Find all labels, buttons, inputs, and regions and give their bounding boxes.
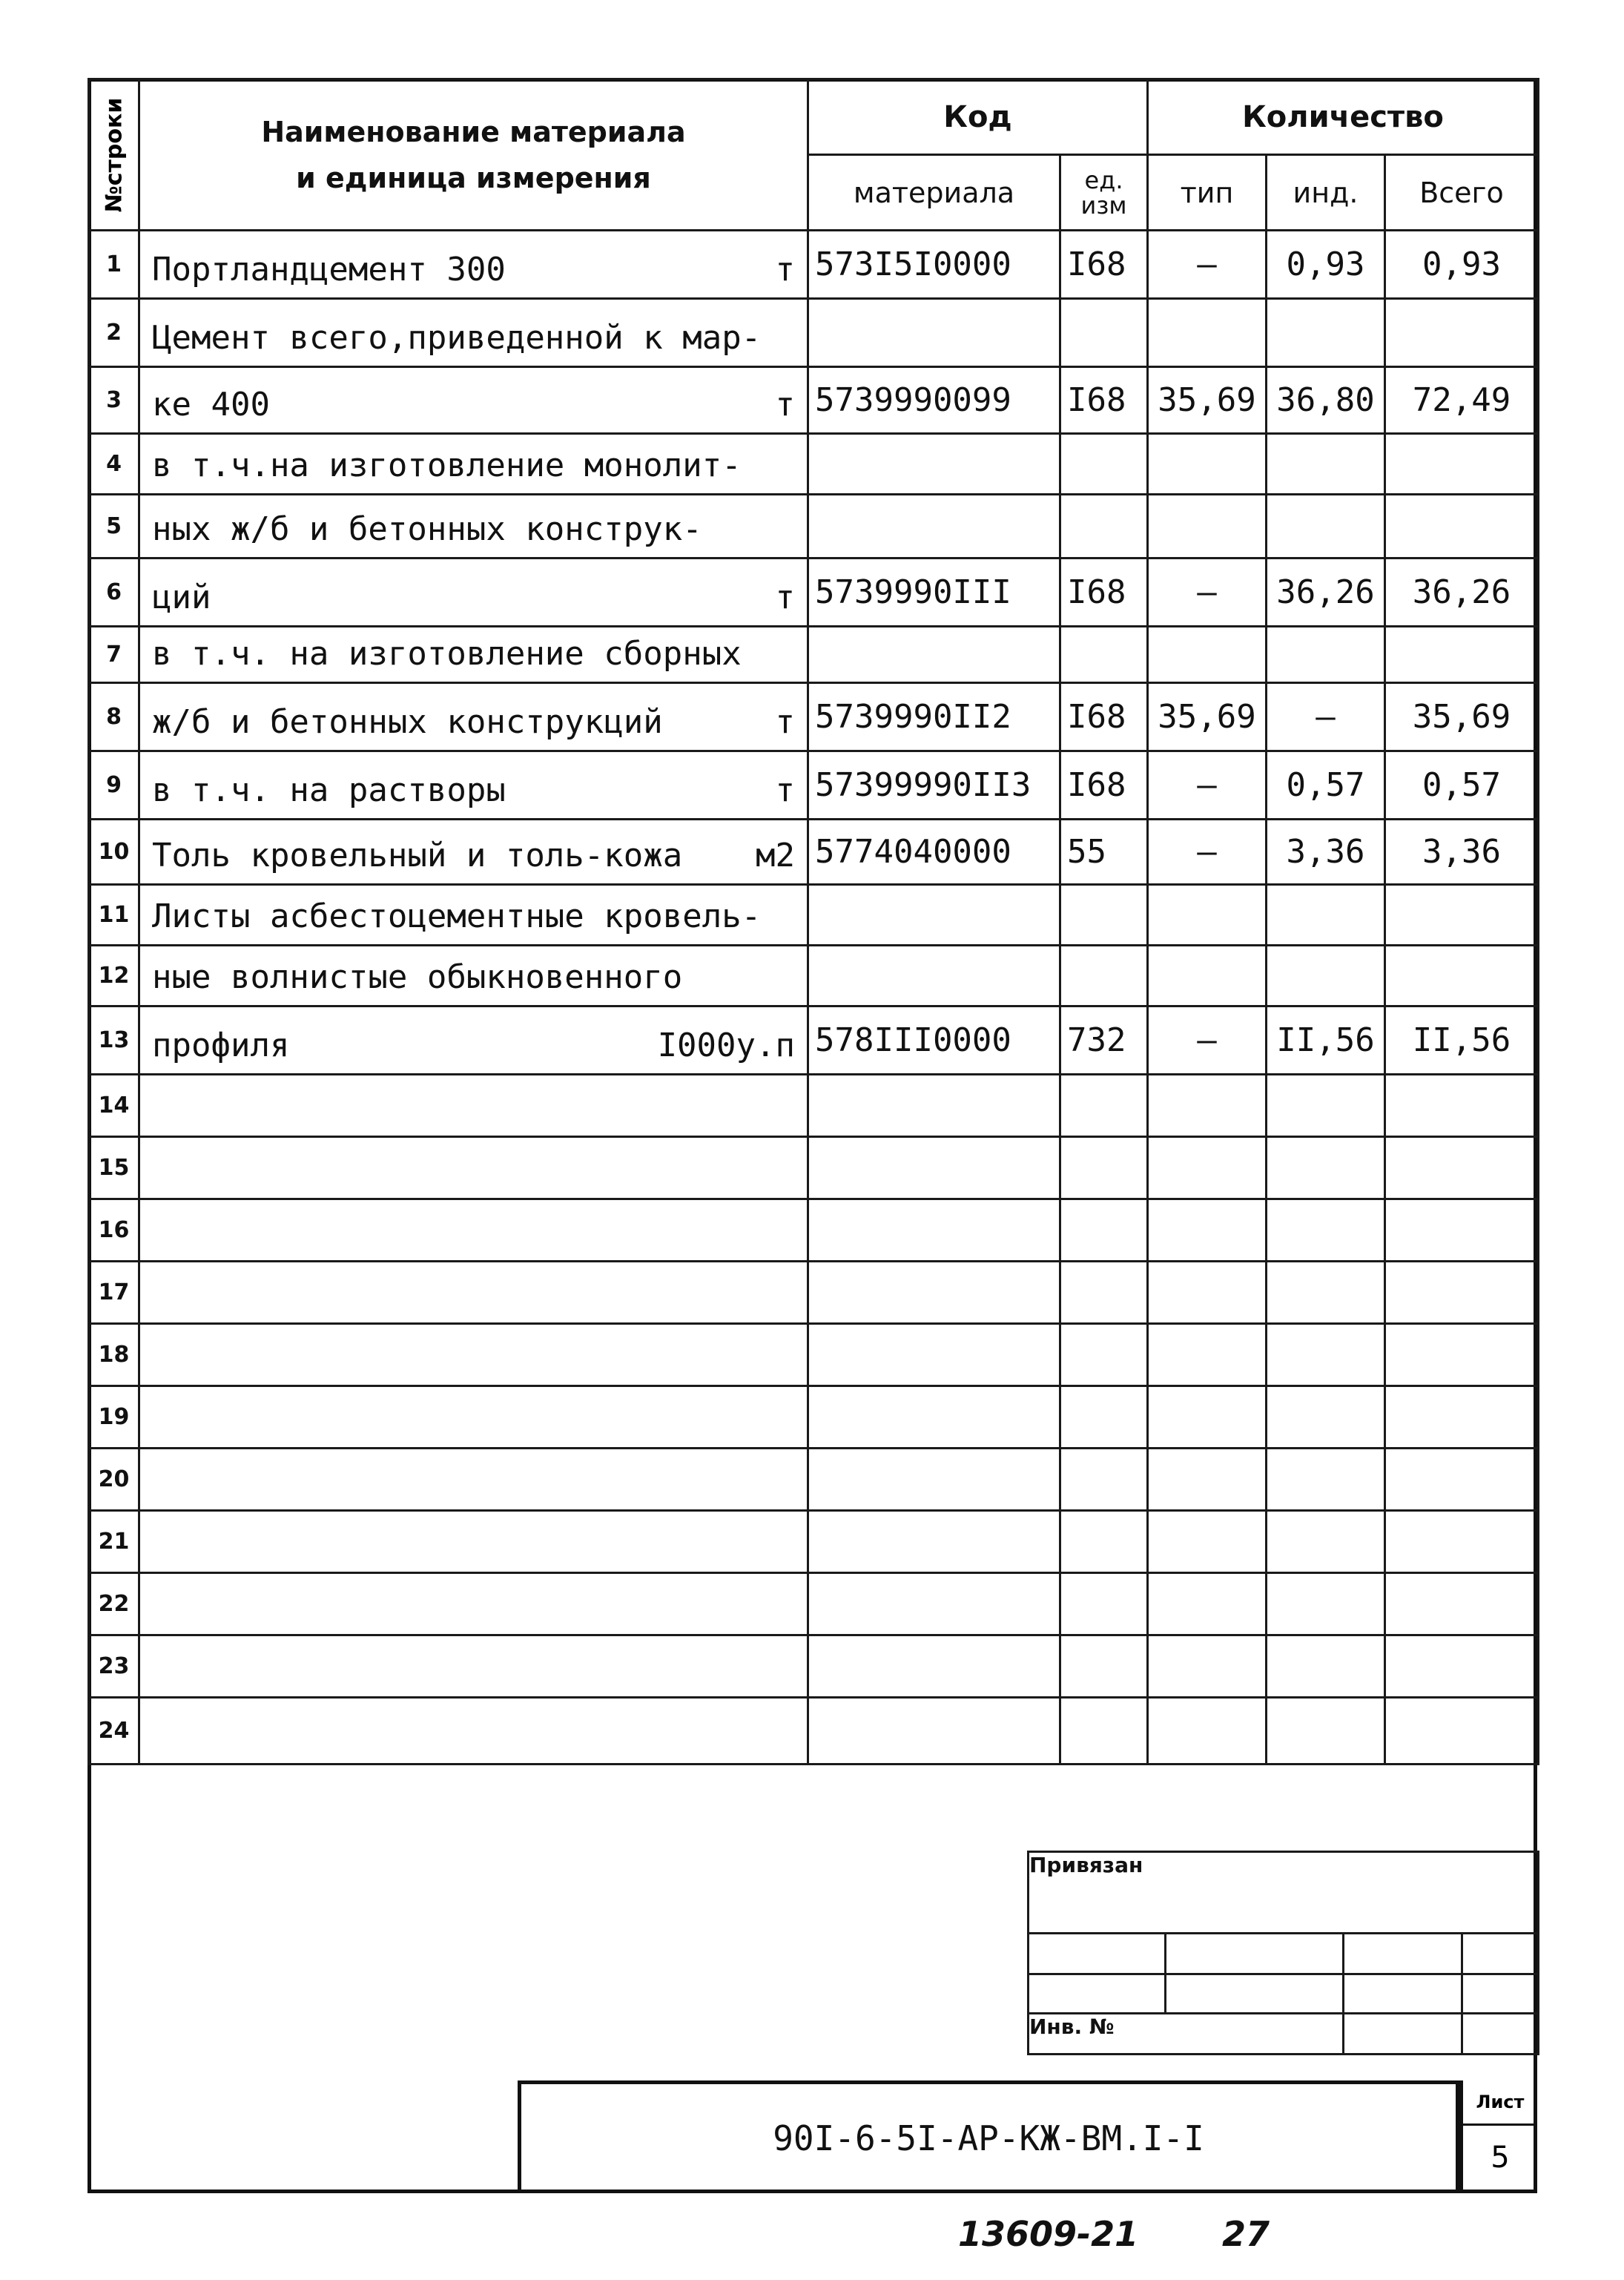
- stamp-cell: [1166, 1974, 1344, 2014]
- row-number: 8: [89, 683, 139, 751]
- unit-code: I68: [1060, 559, 1148, 627]
- qty-ind: [1267, 1511, 1385, 1573]
- material-unit: т: [775, 771, 795, 809]
- qty-total: [1385, 434, 1539, 495]
- stamp-cell: [1166, 1934, 1344, 1974]
- material-name: в т.ч. на изготовление сборных: [152, 635, 742, 673]
- qty-ind: [1267, 627, 1385, 683]
- material-name-cell: [139, 1262, 808, 1324]
- unit-code: [1060, 1573, 1148, 1635]
- unit-code: [1060, 1511, 1148, 1573]
- material-unit: м2: [756, 837, 795, 874]
- table-row: [89, 751, 1539, 820]
- material-name: ке 400: [152, 386, 270, 424]
- title-block-stamp: [1027, 1851, 1539, 2055]
- qty-ind-header: инд.: [1267, 155, 1385, 231]
- qty-type: –: [1148, 231, 1267, 299]
- material-name-cell: [139, 495, 808, 559]
- qty-ind: [1267, 1635, 1385, 1698]
- qty-type: [1148, 495, 1267, 559]
- material-name-cell: [139, 434, 808, 495]
- qty-total: 0,57: [1385, 751, 1539, 820]
- unit-code: [1060, 1635, 1148, 1698]
- material-name: в т.ч. на растворы: [152, 771, 506, 809]
- table-row: [89, 1324, 1539, 1386]
- material-name-cell: [139, 885, 808, 946]
- table-row: [89, 1199, 1539, 1262]
- qty-type: 35,69: [1148, 683, 1267, 751]
- qty-total: [1385, 1449, 1539, 1511]
- material-name: Листы асбестоцементные кровель-: [152, 897, 762, 935]
- row-number: 20: [89, 1449, 139, 1511]
- stamp-cell: [1029, 1974, 1166, 2014]
- table-row: [89, 885, 1539, 946]
- material-name: ных ж/б и бетонных конструк-: [152, 510, 702, 548]
- material-name-cell: [139, 1449, 808, 1511]
- material-code: [808, 1386, 1060, 1449]
- material-name-cell: [139, 1324, 808, 1386]
- qty-ind: [1267, 885, 1385, 946]
- table-row: [89, 434, 1539, 495]
- material-name-cell: [139, 231, 808, 299]
- row-number: 7: [89, 627, 139, 683]
- qty-type: [1148, 1386, 1267, 1449]
- qty-ind: 0,93: [1267, 231, 1385, 299]
- material-unit: т: [775, 703, 795, 741]
- table-row: [89, 1511, 1539, 1573]
- qty-ind: 3,36: [1267, 820, 1385, 885]
- material-code: [808, 1137, 1060, 1199]
- table-row: [89, 1262, 1539, 1324]
- row-number: 15: [89, 1137, 139, 1199]
- material-code: [808, 1075, 1060, 1137]
- material-name-cell: [139, 1698, 808, 1765]
- qty-total: [1385, 1324, 1539, 1386]
- row-number: 22: [89, 1573, 139, 1635]
- qty-total: [1385, 1199, 1539, 1262]
- material-code: [808, 434, 1060, 495]
- stamp-cell: [1462, 1974, 1539, 2014]
- table-row: [89, 495, 1539, 559]
- qty-type: [1148, 1573, 1267, 1635]
- table-row: [89, 299, 1539, 367]
- unit-code: I68: [1060, 231, 1148, 299]
- stamp-cell: [1344, 2014, 1462, 2055]
- table-row: [89, 1006, 1539, 1075]
- material-name-cell: [139, 1635, 808, 1698]
- qty-type: –: [1148, 751, 1267, 820]
- qty-total: [1385, 1635, 1539, 1698]
- qty-type: [1148, 299, 1267, 367]
- unit-code: [1060, 627, 1148, 683]
- material-name-cell: [139, 1199, 808, 1262]
- qty-ind: [1267, 434, 1385, 495]
- qty-total: [1385, 1262, 1539, 1324]
- material-code: [808, 1511, 1060, 1573]
- material-code: [808, 1698, 1060, 1765]
- qty-ind: [1267, 1262, 1385, 1324]
- material-name-cell: [139, 683, 808, 751]
- material-name: ные волнистые обыкновенного: [152, 958, 683, 996]
- qty-type: –: [1148, 559, 1267, 627]
- material-name-cell: [139, 559, 808, 627]
- row-number: 17: [89, 1262, 139, 1324]
- quantity-group-header: Количество: [1148, 79, 1539, 155]
- qty-total: 36,26: [1385, 559, 1539, 627]
- row-number: 16: [89, 1199, 139, 1262]
- table-row: [89, 367, 1539, 434]
- row-number: 9: [89, 751, 139, 820]
- material-code: [808, 885, 1060, 946]
- material-unit: I000у.п: [657, 1027, 795, 1064]
- row-number: 10: [89, 820, 139, 885]
- material-code: 5774040000: [808, 820, 1060, 885]
- table-row: [89, 1573, 1539, 1635]
- qty-ind: –: [1267, 683, 1385, 751]
- code-group-header: Код: [808, 79, 1148, 155]
- row-number: 23: [89, 1635, 139, 1698]
- qty-total: [1385, 627, 1539, 683]
- qty-total: 35,69: [1385, 683, 1539, 751]
- unit-code: [1060, 495, 1148, 559]
- qty-type: [1148, 1698, 1267, 1765]
- material-name: профиля: [152, 1027, 290, 1064]
- qty-type: –: [1148, 820, 1267, 885]
- qty-ind: [1267, 495, 1385, 559]
- unit-code: [1060, 946, 1148, 1006]
- unit-code: I68: [1060, 367, 1148, 434]
- unit-code: 55: [1060, 820, 1148, 885]
- material-name: Цемент всего,приведенной к мар-: [152, 319, 762, 357]
- material-code: 57399990II3: [808, 751, 1060, 820]
- unit-code: [1060, 1137, 1148, 1199]
- inventory-number-label: Инв. №: [1029, 2014, 1344, 2055]
- material-code-header: материала: [808, 155, 1060, 231]
- qty-ind: [1267, 1075, 1385, 1137]
- qty-ind: [1267, 1137, 1385, 1199]
- sheet-label: Лист: [1463, 2080, 1537, 2126]
- linked-label: Привязан: [1029, 1852, 1539, 1934]
- qty-total: [1385, 1075, 1539, 1137]
- table-row: [89, 1075, 1539, 1137]
- unit-code: [1060, 299, 1148, 367]
- material-name-cell: [139, 1006, 808, 1075]
- qty-total: 72,49: [1385, 367, 1539, 434]
- qty-type: [1148, 1262, 1267, 1324]
- qty-type: 35,69: [1148, 367, 1267, 434]
- material-code: [808, 1262, 1060, 1324]
- row-number: 6: [89, 559, 139, 627]
- row-number: 21: [89, 1511, 139, 1573]
- material-name-cell: [139, 1137, 808, 1199]
- table-row: [89, 683, 1539, 751]
- material-unit: т: [775, 251, 795, 289]
- material-name: ж/б и бетонных конструкций: [152, 703, 663, 741]
- qty-ind: 0,57: [1267, 751, 1385, 820]
- qty-type: [1148, 1075, 1267, 1137]
- material-unit: т: [775, 579, 795, 616]
- table-row: [89, 1635, 1539, 1698]
- row-number: 5: [89, 495, 139, 559]
- material-name-cell: [139, 299, 808, 367]
- qty-type: [1148, 885, 1267, 946]
- unit-code: [1060, 1449, 1148, 1511]
- material-code: [808, 495, 1060, 559]
- row-number: 24: [89, 1698, 139, 1765]
- qty-total: [1385, 1511, 1539, 1573]
- materials-table: [88, 78, 1539, 1765]
- material-code: 5739990099: [808, 367, 1060, 434]
- unit-code: I68: [1060, 751, 1148, 820]
- qty-type: [1148, 1511, 1267, 1573]
- material-name-cell: [139, 627, 808, 683]
- page-number: 27: [1222, 2214, 1270, 2254]
- material-code: [808, 1324, 1060, 1386]
- qty-type: [1148, 946, 1267, 1006]
- table-row: [89, 559, 1539, 627]
- qty-total: [1385, 1386, 1539, 1449]
- qty-total: II,56: [1385, 1006, 1539, 1075]
- table-row: [89, 820, 1539, 885]
- material-code: [808, 1449, 1060, 1511]
- qty-type: [1148, 1199, 1267, 1262]
- material-code: [808, 1199, 1060, 1262]
- sheet-box: [1459, 2080, 1537, 2193]
- material-unit: т: [775, 386, 795, 424]
- qty-ind: II,56: [1267, 1006, 1385, 1075]
- archive-number: 13609-21: [958, 2214, 1139, 2254]
- row-number: 4: [89, 434, 139, 495]
- qty-ind: [1267, 1199, 1385, 1262]
- qty-total: [1385, 885, 1539, 946]
- material-code: [808, 627, 1060, 683]
- qty-ind: [1267, 1698, 1385, 1765]
- stamp-cell: [1029, 1934, 1166, 1974]
- row-number-header: №строки: [89, 79, 139, 231]
- table-row: [89, 946, 1539, 1006]
- qty-ind: 36,26: [1267, 559, 1385, 627]
- qty-type: [1148, 1635, 1267, 1698]
- qty-total: 3,36: [1385, 820, 1539, 885]
- row-number: 19: [89, 1386, 139, 1449]
- document-code: 90I-6-5I-АР-КЖ-ВМ.I-I: [518, 2080, 1459, 2193]
- unit-code: I68: [1060, 683, 1148, 751]
- unit-code: [1060, 1324, 1148, 1386]
- unit-code: [1060, 885, 1148, 946]
- qty-ind: [1267, 1573, 1385, 1635]
- material-code: 5739990II2: [808, 683, 1060, 751]
- stamp-cell: [1344, 1974, 1462, 2014]
- material-name-cell: [139, 1511, 808, 1573]
- material-name: в т.ч.на изготовление монолит-: [152, 447, 742, 484]
- material-name: Портландцемент 300: [152, 251, 506, 289]
- material-code: [808, 299, 1060, 367]
- qty-total: [1385, 495, 1539, 559]
- stamp-cell: [1462, 1934, 1539, 1974]
- qty-total: [1385, 1698, 1539, 1765]
- material-name-cell: [139, 946, 808, 1006]
- qty-type-header: тип: [1148, 155, 1267, 231]
- qty-type: [1148, 1137, 1267, 1199]
- material-code: [808, 1573, 1060, 1635]
- qty-ind: [1267, 299, 1385, 367]
- qty-ind: 36,80: [1267, 367, 1385, 434]
- row-number: 12: [89, 946, 139, 1006]
- stamp-cell: [1344, 1934, 1462, 1974]
- material-name-cell: [139, 367, 808, 434]
- qty-type: –: [1148, 1006, 1267, 1075]
- qty-type: [1148, 627, 1267, 683]
- row-number: 2: [89, 299, 139, 367]
- qty-total: 0,93: [1385, 231, 1539, 299]
- qty-total-header: Всего: [1385, 155, 1539, 231]
- material-code: 573I5I0000: [808, 231, 1060, 299]
- material-code: 5739990III: [808, 559, 1060, 627]
- qty-total: [1385, 1137, 1539, 1199]
- unit-code: [1060, 1386, 1148, 1449]
- material-name-cell: [139, 820, 808, 885]
- qty-type: [1148, 1324, 1267, 1386]
- unit-code: [1060, 1199, 1148, 1262]
- material-name: ций: [152, 579, 211, 616]
- row-number: 11: [89, 885, 139, 946]
- stamp-cell: [1462, 2014, 1539, 2055]
- qty-ind: [1267, 1324, 1385, 1386]
- row-number: 3: [89, 367, 139, 434]
- unit-code: [1060, 434, 1148, 495]
- row-number: 1: [89, 231, 139, 299]
- unit-code: [1060, 1075, 1148, 1137]
- qty-total: [1385, 946, 1539, 1006]
- material-name: Толь кровельный и толь-кожа: [152, 837, 683, 874]
- table-row: [89, 1137, 1539, 1199]
- unit-code: [1060, 1698, 1148, 1765]
- row-number: 13: [89, 1006, 139, 1075]
- material-name-cell: [139, 1075, 808, 1137]
- material-code: [808, 946, 1060, 1006]
- table-row: [89, 1449, 1539, 1511]
- unit-code: 732: [1060, 1006, 1148, 1075]
- row-number: 14: [89, 1075, 139, 1137]
- qty-type: [1148, 434, 1267, 495]
- table-row: [89, 1386, 1539, 1449]
- unit-code: [1060, 1262, 1148, 1324]
- material-name-cell: [139, 1386, 808, 1449]
- table-row: [89, 231, 1539, 299]
- material-name-cell: [139, 1573, 808, 1635]
- qty-type: [1148, 1449, 1267, 1511]
- material-name-header: Наименование материала и единица измерения: [139, 79, 808, 231]
- material-code: 578III0000: [808, 1006, 1060, 1075]
- qty-total: [1385, 299, 1539, 367]
- table-row: [89, 1698, 1539, 1765]
- qty-ind: [1267, 946, 1385, 1006]
- sheet-number: 5: [1491, 2141, 1510, 2175]
- material-name-cell: [139, 751, 808, 820]
- material-code: [808, 1635, 1060, 1698]
- qty-total: [1385, 1573, 1539, 1635]
- qty-ind: [1267, 1386, 1385, 1449]
- table-row: [89, 627, 1539, 683]
- unit-code-header: ед. изм: [1060, 155, 1148, 231]
- qty-ind: [1267, 1449, 1385, 1511]
- row-number: 18: [89, 1324, 139, 1386]
